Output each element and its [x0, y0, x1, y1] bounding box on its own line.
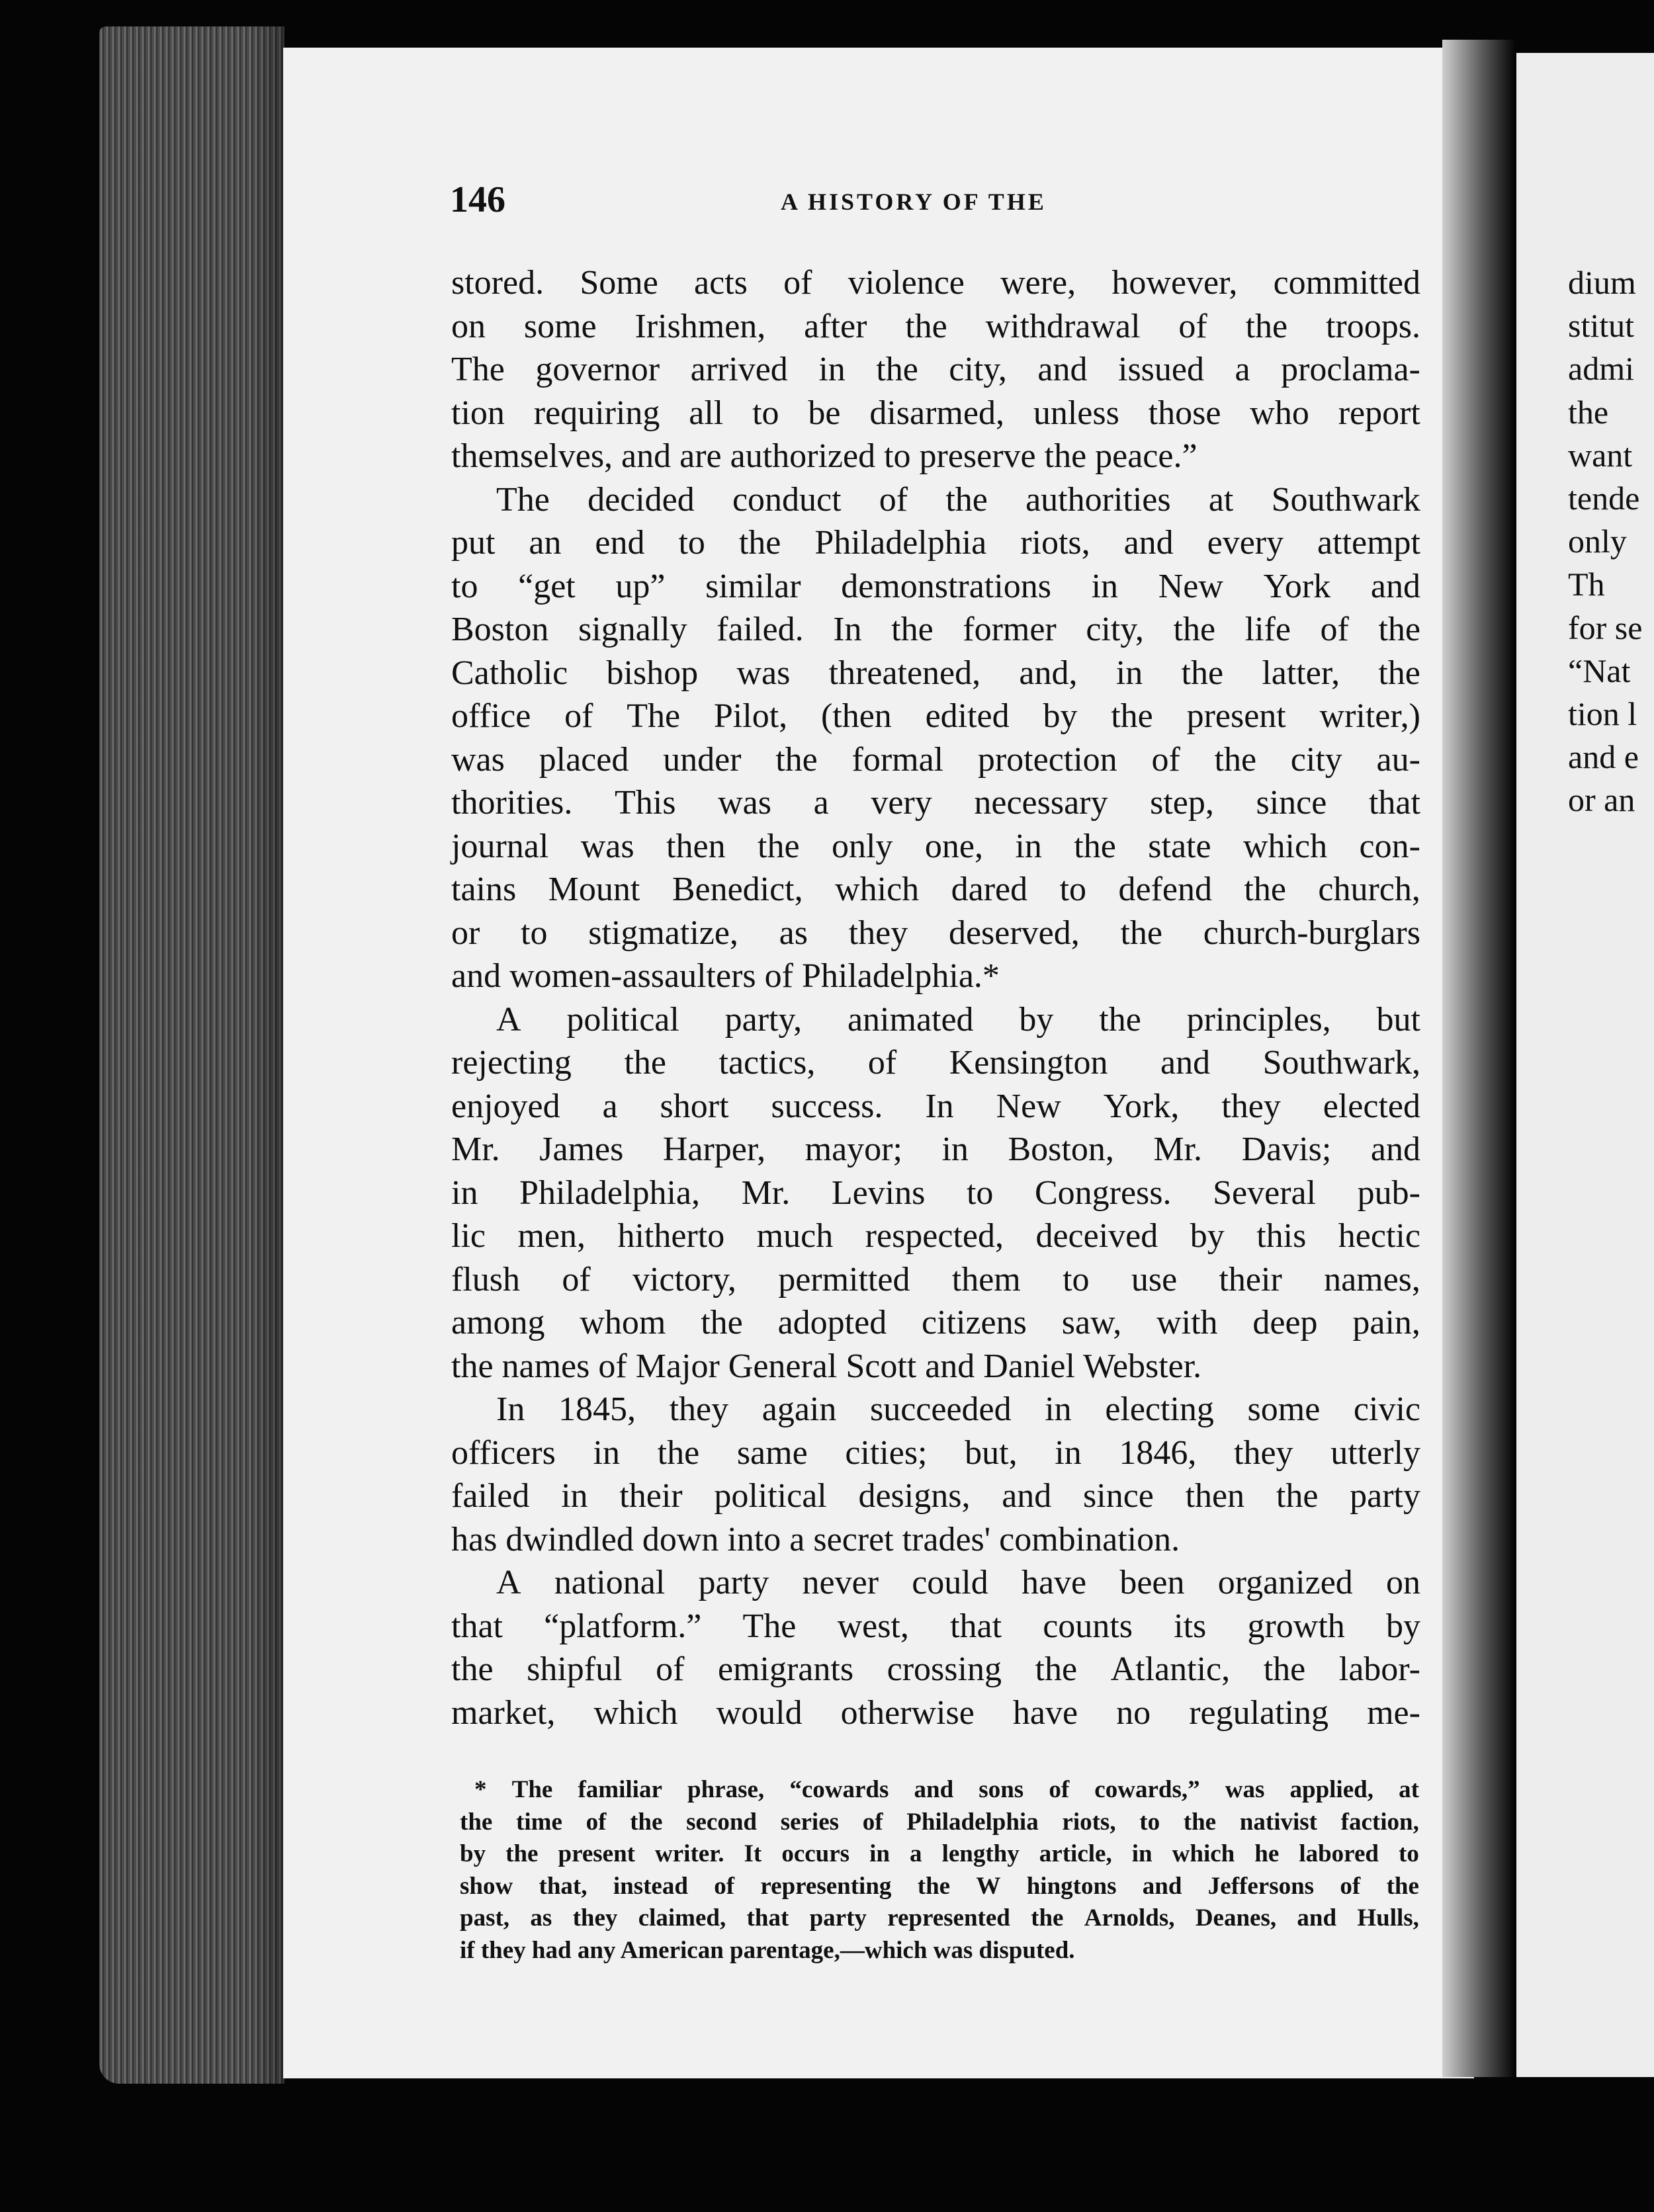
text-line: The governor arrived in the city, and issued a proclama- — [451, 351, 1420, 388]
footnote-line: by the present writer. It occurs in a lengthy article, in which he labored to — [460, 1840, 1419, 1867]
facing-line: “Nat — [1568, 652, 1631, 689]
text-line: and women-assaulters of Philadelphia.* — [451, 957, 1000, 995]
text-line: to “get up” similar demonstrations in New York and — [451, 567, 1420, 605]
text-line: tains Mount Benedict, which dared to defend the church, — [451, 871, 1420, 908]
text-line: in Philadelphia, Mr. Levins to Congress. Several pub- — [451, 1173, 1420, 1212]
gutter-shadow — [1442, 40, 1515, 2077]
text-line: themselves, and are authorized to preserve the peace.” — [451, 437, 1197, 475]
facing-line: want — [1568, 436, 1633, 474]
text-line: has dwindled down into a secret trades' combination. — [451, 1520, 1180, 1558]
text-line: The decided conduct of the authorities at Southwark — [496, 480, 1420, 519]
facing-line: for se — [1568, 609, 1643, 646]
text-line: A national party never could have been organized on — [496, 1564, 1420, 1601]
text-line: among whom the adopted citizens saw, with deep pain, — [451, 1304, 1420, 1341]
text-line: officers in the same cities; but, in 1846, they utterly — [451, 1433, 1420, 1472]
page-edge-stack — [99, 26, 284, 2084]
footnote-line: the time of the second series of Philadelphia riots, to the nativist faction, — [460, 1808, 1419, 1836]
facing-line: stitut — [1568, 307, 1635, 345]
facing-line: dium — [1568, 264, 1636, 301]
facing-page-text — [1568, 261, 1654, 822]
text-line: that “platform.” The west, that counts its growth by — [451, 1607, 1420, 1645]
running-title: A HISTORY OF THE — [781, 189, 1047, 215]
text-line: failed in their political designs, and since then the party — [451, 1477, 1420, 1515]
page-number: 146 — [450, 179, 505, 220]
text-line: thorities. This was a very necessary step, since that — [451, 784, 1420, 822]
facing-line: the — [1568, 393, 1609, 431]
text-line: stored. Some acts of violence were, however, committed — [451, 264, 1420, 302]
text-line: A political party, animated by the principles, but — [496, 1000, 1420, 1039]
text-line: Catholic bishop was threatened, and, in the latter, the — [451, 654, 1420, 692]
text-line: Boston signally failed. In the former city, the life of the — [451, 611, 1420, 648]
page-header — [450, 179, 1442, 225]
text-line: on some Irishmen, after the withdrawal of the troops. — [451, 307, 1420, 345]
footnote-line: show that, instead of representing the W hingtons and Jeffersons of the — [460, 1872, 1419, 1900]
text-line: market, which would otherwise have no regulating me- — [451, 1693, 1420, 1732]
facing-line: only — [1568, 523, 1627, 560]
facing-line: tion l — [1568, 695, 1637, 732]
facing-line: admi — [1568, 350, 1634, 388]
text-line: the names of Major General Scott and Daniel Webster. — [451, 1347, 1202, 1385]
facing-line: tende — [1568, 479, 1640, 517]
text-line: flush of victory, permitted them to use their names, — [451, 1260, 1420, 1298]
text-line: the shipful of emigrants crossing the Atlantic, the labor- — [451, 1650, 1420, 1688]
footnote-line: past, as they claimed, that party represented the Arnolds, Deanes, and Hulls, — [460, 1904, 1419, 1932]
facing-line: and e — [1568, 738, 1639, 776]
facing-line: Th — [1568, 566, 1605, 603]
text-line: In 1845, they again succeeded in electing some civic — [496, 1390, 1420, 1428]
text-line: enjoyed a short success. In New York, they elected — [451, 1087, 1420, 1125]
text-line: rejecting the tactics, of Kensington and Southwark, — [451, 1044, 1420, 1082]
text-line: or to stigmatize, as they deserved, the church-burglars — [451, 914, 1420, 952]
text-line: was placed under the formal protection of the city au- — [451, 740, 1420, 779]
text-line: put an end to the Philadelphia riots, and every attempt — [451, 524, 1420, 562]
body-text — [451, 261, 1420, 1734]
footnote — [460, 1774, 1419, 1967]
text-line: tion requiring all to be disarmed, unless those who report — [451, 394, 1420, 432]
text-line: journal was then the only one, in the state which con- — [451, 827, 1420, 865]
text-line: office of The Pilot, (then edited by the present writer,) — [451, 697, 1420, 735]
text-line: lic men, hitherto much respected, deceived by this hectic — [451, 1217, 1420, 1255]
facing-line: or an — [1568, 781, 1635, 819]
footnote-line: * The familiar phrase, “cowards and sons of cowards,” was applied, at — [474, 1776, 1419, 1803]
text-line: Mr. James Harper, mayor; in Boston, Mr. Davis; and — [451, 1130, 1420, 1168]
footnote-line: if they had any American parentage,—which was disputed. — [460, 1936, 1075, 1964]
